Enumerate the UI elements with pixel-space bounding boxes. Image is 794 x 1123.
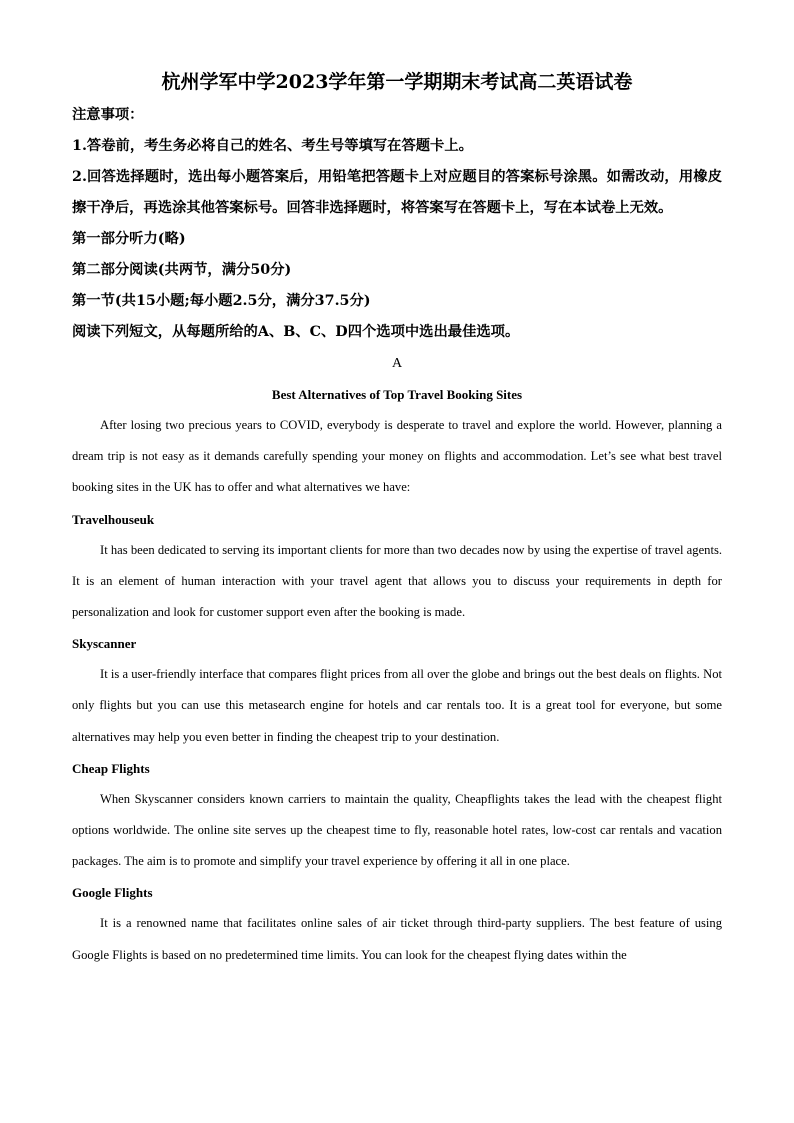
site-text-travelhouseuk: It has been dedicated to serving its important clients for more than two decades now by using the expertise of travel agents. It is an element of human interaction with your travel agent that allows you to discuss your requirements in depth for personalization and look for customer support even after the booking is made. — [72, 542, 722, 620]
part-1-heading: 第一部分听力(略) — [72, 231, 186, 247]
passage-title: Best Alternatives of Top Travel Booking Sites — [271, 387, 523, 402]
section-1-heading: 第一节(共15小题;每小题2.5分，满分37.5分) — [72, 293, 371, 309]
site-heading-cheap-flights: Cheap Flights — [72, 760, 150, 776]
site-text-cheap-flights: When Skyscanner considers known carriers to maintain the quality, Cheapflights takes the lead with the cheapest flight options worldwide. The online site serves up the cheapest time to fly, reasonable hotel rates, low-cost car rentals and vacation packages. The aim is to promote and simplify your travel experience by offering it all in one place. — [72, 791, 722, 869]
site-heading-travelhouseuk: Travelhouseuk — [72, 511, 155, 527]
notice-heading: 注意事项： — [72, 107, 144, 123]
notice-item-1: 1.答卷前，考生务必将自己的姓名、考生号等填写在答题卡上。 — [72, 138, 473, 154]
site-text-google-flights: It is a renowned name that facilitates online sales of air ticket through third-party suppliers. The best feature of using Google Flights is based on no predetermined time limits. You can look for the cheapest flying dates within the — [72, 916, 722, 962]
exam-title: 杭州学军中学2023学年第一学期期末考试高二英语试卷 — [161, 71, 633, 93]
site-heading-google-flights: Google Flights — [72, 885, 153, 901]
passage-intro: After losing two precious years to COVID, everybody is desperate to travel and explore the world. However, planning a dream trip is not easy as it demands carefully spending your money on flights and accommodation. Let’s see what best travel booking sites in the UK has to offer and what alternatives we have: — [72, 418, 722, 495]
notice-item-2: 2.回答选择题时，选出每小题答案后，用铅笔把答题卡上对应题目的答案标号涂黑。如需改动，用橡皮擦干净后，再选涂其他答案标号。回答非选择题时，将答案写在答题卡上，写在本试卷上无效。 — [72, 169, 722, 216]
site-heading-skyscanner: Skyscanner — [72, 636, 137, 652]
reading-instruction: 阅读下列短文，从每题所给的A、B、C、D四个选项中选出最佳选项。 — [72, 324, 520, 340]
exam-page — [72, 68, 722, 971]
site-text-skyscanner: It is a user-friendly interface that compares flight prices from all over the globe and brings out the best deals on flights. Not only flights but you can use this metasearch engine for hotels and car rentals too. It is a great tool for everyone, but some alternatives may help you even better in finding the cheapest trip to your destination. — [72, 667, 722, 744]
part-2-heading: 第二部分阅读(共两节，满分50分) — [72, 262, 292, 278]
passage-letter: A — [391, 356, 403, 371]
